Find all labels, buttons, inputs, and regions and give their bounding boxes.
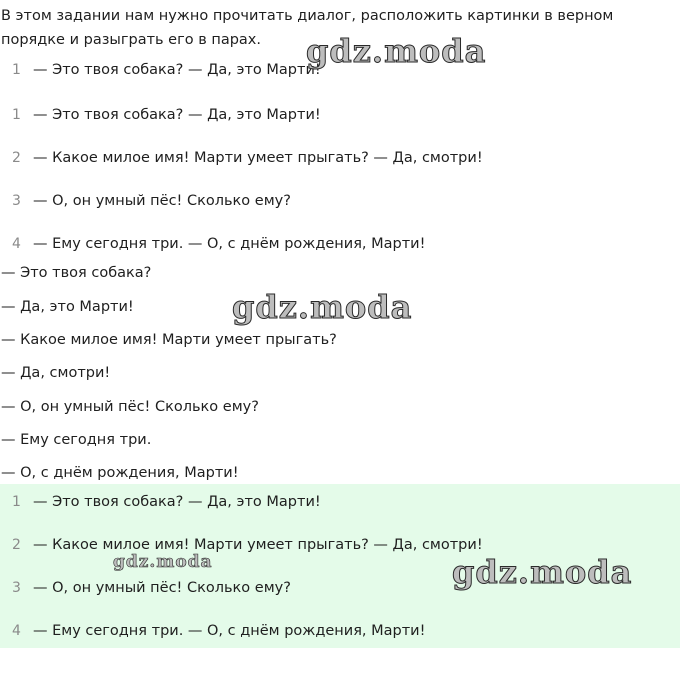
item-number: 1 (12, 62, 21, 78)
item-number: 4 (12, 623, 21, 639)
item-number: 1 (12, 494, 21, 510)
dialogue-line: — Да, смотри! (1, 365, 111, 381)
dialogue-line: — О, с днём рождения, Марти! (1, 465, 239, 481)
item-text: — Ему сегодня три. — О, с днём рождения, Марти! (33, 623, 426, 639)
item-text: — О, он умный пёс! Сколько ему? (33, 580, 291, 596)
item-number: 3 (12, 193, 21, 209)
dialogue-line: — О, он умный пёс! Сколько ему? (1, 399, 259, 415)
item-number: 1 (12, 107, 21, 123)
item-number: 4 (12, 236, 21, 252)
dialogue-line: — Да, это Марти! (1, 299, 134, 315)
task-intro: В этом задании нам нужно прочитать диалог, расположить картинки в верном порядке и разыграть его в парах. (1, 8, 614, 48)
item-text: — Какое милое имя! Марти умеет прыгать? — Да, смотри! (33, 537, 483, 553)
watermark: gdz.moda (232, 288, 413, 326)
item-text: — Ему сегодня три. — О, с днём рождения, Марти! (33, 236, 426, 252)
item-text: — Это твоя собака? — Да, это Марти! (33, 107, 321, 123)
item-text: — О, он умный пёс! Сколько ему? (33, 193, 291, 209)
item-text: — Это твоя собака? — Да, это Марти! (33, 62, 321, 78)
watermark: gdz.moda (452, 553, 633, 591)
watermark: gdz.moda (306, 32, 487, 70)
item-text: — Это твоя собака? — Да, это Марти! (33, 494, 321, 510)
item-text: — Какое милое имя! Марти умеет прыгать? — Да, смотри! (33, 150, 483, 166)
dialogue-line: — Ему сегодня три. (1, 432, 152, 448)
watermark: gdz.moda (113, 552, 213, 572)
item-number: 3 (12, 580, 21, 596)
item-number: 2 (12, 537, 21, 553)
dialogue-line: — Это твоя собака? (1, 265, 152, 281)
item-number: 2 (12, 150, 21, 166)
dialogue-line: — Какое милое имя! Марти умеет прыгать? (1, 332, 337, 348)
